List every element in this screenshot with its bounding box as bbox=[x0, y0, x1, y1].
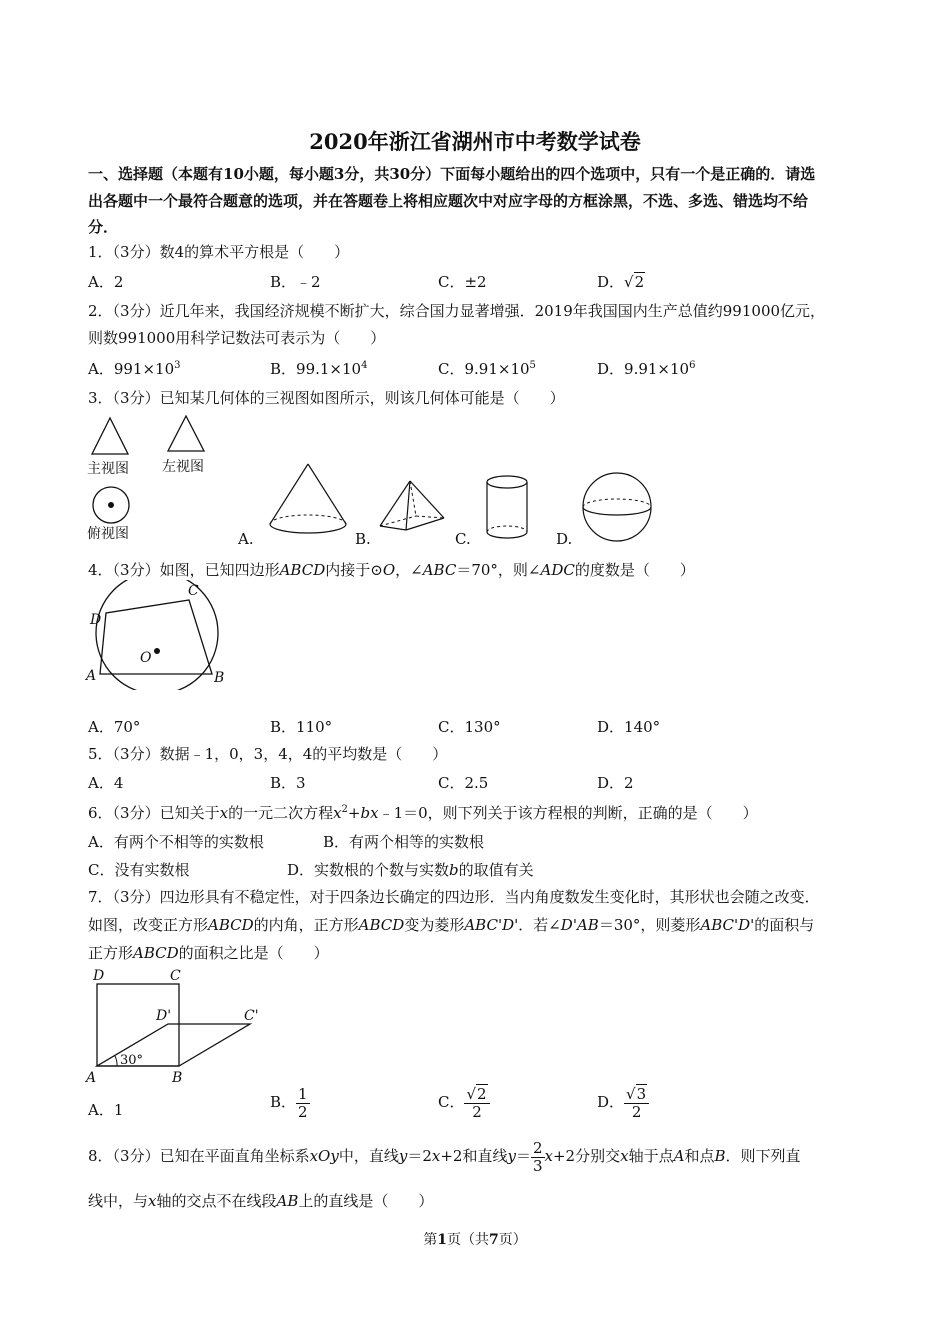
q2-option-c: C．$9.91\times 10^5$ bbox=[438, 360, 536, 378]
q3-stem: 3．（3分）已知某几何体的三视图如图所示，则该几何体可能是（ ） bbox=[88, 389, 565, 407]
q7-option-d: D． $\frac{√3}{2}$ bbox=[597, 1086, 649, 1120]
q5-option-a: A．4 bbox=[88, 774, 124, 792]
front-view-label: 主视图 bbox=[87, 461, 129, 477]
q7-option-a: A．1 bbox=[88, 1101, 124, 1119]
q5-option-d: D．2 bbox=[597, 774, 634, 792]
q4-option-a: A．70° bbox=[88, 718, 141, 736]
q3-cone-figure bbox=[264, 460, 354, 542]
label-b: B bbox=[172, 1070, 183, 1086]
label-a: A bbox=[86, 1070, 97, 1086]
q7-stem-line-2: 如图，改变正方形ABCD的内角，正方形ABCD变为菱形ABC'D'．若∠D'AB＝30°，则菱形ABC'D'的面积与 bbox=[88, 916, 815, 934]
label-c-prime: C' bbox=[244, 1008, 259, 1024]
q3-option-d: D. bbox=[556, 530, 573, 548]
page-number: 1 bbox=[437, 1232, 447, 1248]
q8-stem-line-2: 线中，与x轴的交点不在线段AB上的直线是（ ） bbox=[88, 1192, 434, 1210]
angle-arc bbox=[115, 1056, 117, 1066]
q5-option-b: B．3 bbox=[270, 774, 306, 792]
label-o: O bbox=[140, 650, 152, 666]
q3-sphere-figure bbox=[580, 470, 656, 546]
section-instructions-line-1: 一、选择题（本题有10小题，每小题3分，共30分）下面每小题给出的四个选项中，只有一个是正确的．请选 bbox=[88, 165, 816, 183]
q7-option-b: B． $\frac{1}{2}$ bbox=[270, 1085, 308, 1121]
section-instructions-line-2: 出各题中一个最符合题意的选项，并在答题卷上将相应题次中对应字母的方框涂黑，不选、多选、错选均不给 bbox=[88, 192, 809, 210]
q7-stem-line-3: 正方形ABCD的面积之比是（ ） bbox=[88, 944, 329, 962]
left-view-label: 左视图 bbox=[162, 459, 204, 475]
center-point-o bbox=[154, 648, 160, 654]
q1-option-b: B．﹣2 bbox=[270, 273, 321, 291]
quadrilateral-abcd bbox=[100, 600, 212, 674]
label-d-prime: D' bbox=[156, 1008, 172, 1024]
q3-option-c: C. bbox=[455, 530, 471, 548]
top-view-center-dot bbox=[108, 502, 114, 508]
q5-option-c: C．2.5 bbox=[438, 774, 489, 792]
front-view-triangle bbox=[92, 418, 128, 454]
q3-cylinder-figure bbox=[483, 472, 533, 544]
q1-stem: 1．（3分）数4的算术平方根是（ ） bbox=[88, 243, 350, 261]
q4-option-c: C．130° bbox=[438, 718, 501, 736]
q2-stem-line-2: 则数991000用科学记数法可表示为（ ） bbox=[88, 329, 386, 347]
q6-option-a: A．有两个不相等的实数根 bbox=[88, 833, 264, 851]
total-pages: 7 bbox=[489, 1232, 499, 1248]
section-instructions-line-3: 分． bbox=[88, 218, 119, 236]
page-title: 2020年浙江省湖州市中考数学试卷 bbox=[309, 129, 641, 154]
q4-stem: 4．（3分）如图，已知四边形ABCD内接于⊙O，∠ABC＝70°，则∠ADC的度数是（ ） bbox=[88, 561, 695, 579]
label-d: D bbox=[93, 968, 105, 984]
q8-stem-line-1: 8．（3分）已知在平面直角坐标系xOy中，直线y＝2x+2和直线y＝ $\frac{2}{3}$ x+2分别交x轴于点A和点B．则下列直 bbox=[88, 1139, 801, 1175]
label-d: D bbox=[90, 612, 102, 628]
q4-option-b: B．110° bbox=[270, 718, 333, 736]
label-b: B bbox=[214, 670, 225, 686]
label-c: C bbox=[188, 583, 199, 599]
q2-stem-line-1: 2．（3分）近几年来，我国经济规模不断扩大，综合国力显著增强．2019年我国国内生产总值约991000亿元， bbox=[88, 302, 826, 320]
q2-option-d: D．$9.91\times 10^6$ bbox=[597, 360, 696, 378]
q2-option-b: B．$99.1\times 10^4$ bbox=[270, 360, 368, 378]
q2-option-a: A．$991\times 10^3$ bbox=[88, 360, 181, 378]
q3-pyramid-figure bbox=[376, 478, 448, 534]
page-footer: 第1页（共7页） bbox=[423, 1232, 527, 1248]
q4-option-d: D．140° bbox=[597, 718, 661, 736]
q7-square-rhombus-figure bbox=[84, 962, 269, 1087]
q1-option-a: A．2 bbox=[88, 273, 124, 291]
q6-stem: 6．（3分）已知关于x的一元二次方程$x^2+bx﹣1=0$，则下列关于该方程根的判断，正确的是（ ） bbox=[88, 804, 758, 822]
label-c: C bbox=[170, 968, 181, 984]
q4-circle-quadrilateral-figure bbox=[84, 580, 234, 690]
q7-stem-line-1: 7．（3分）四边形具有不稳定性，对于四条边长确定的四边形．当内角度数发生变化时，其形状也会随之改变． bbox=[88, 888, 820, 906]
q3-option-b: B. bbox=[355, 530, 371, 548]
q1-option-d: D．√2 bbox=[597, 273, 645, 291]
q1-option-c: C．±2 bbox=[438, 273, 487, 291]
q6-option-c: C．没有实数根 bbox=[88, 861, 190, 879]
q6-option-d: D．实数根的个数与实数b的取值有关 bbox=[287, 861, 534, 879]
label-a: A bbox=[86, 668, 97, 684]
q3-option-a: A. bbox=[238, 530, 254, 548]
top-view-label: 俯视图 bbox=[87, 526, 129, 542]
q6-option-b: B．有两个相等的实数根 bbox=[323, 833, 485, 851]
q5-stem: 5．（3分）数据﹣1，0，3，4，4的平均数是（ ） bbox=[88, 745, 448, 763]
left-view-triangle bbox=[168, 416, 204, 451]
angle-label: 30° bbox=[120, 1053, 144, 1068]
q7-option-c: C． $\frac{√2}{2}$ bbox=[438, 1086, 490, 1120]
